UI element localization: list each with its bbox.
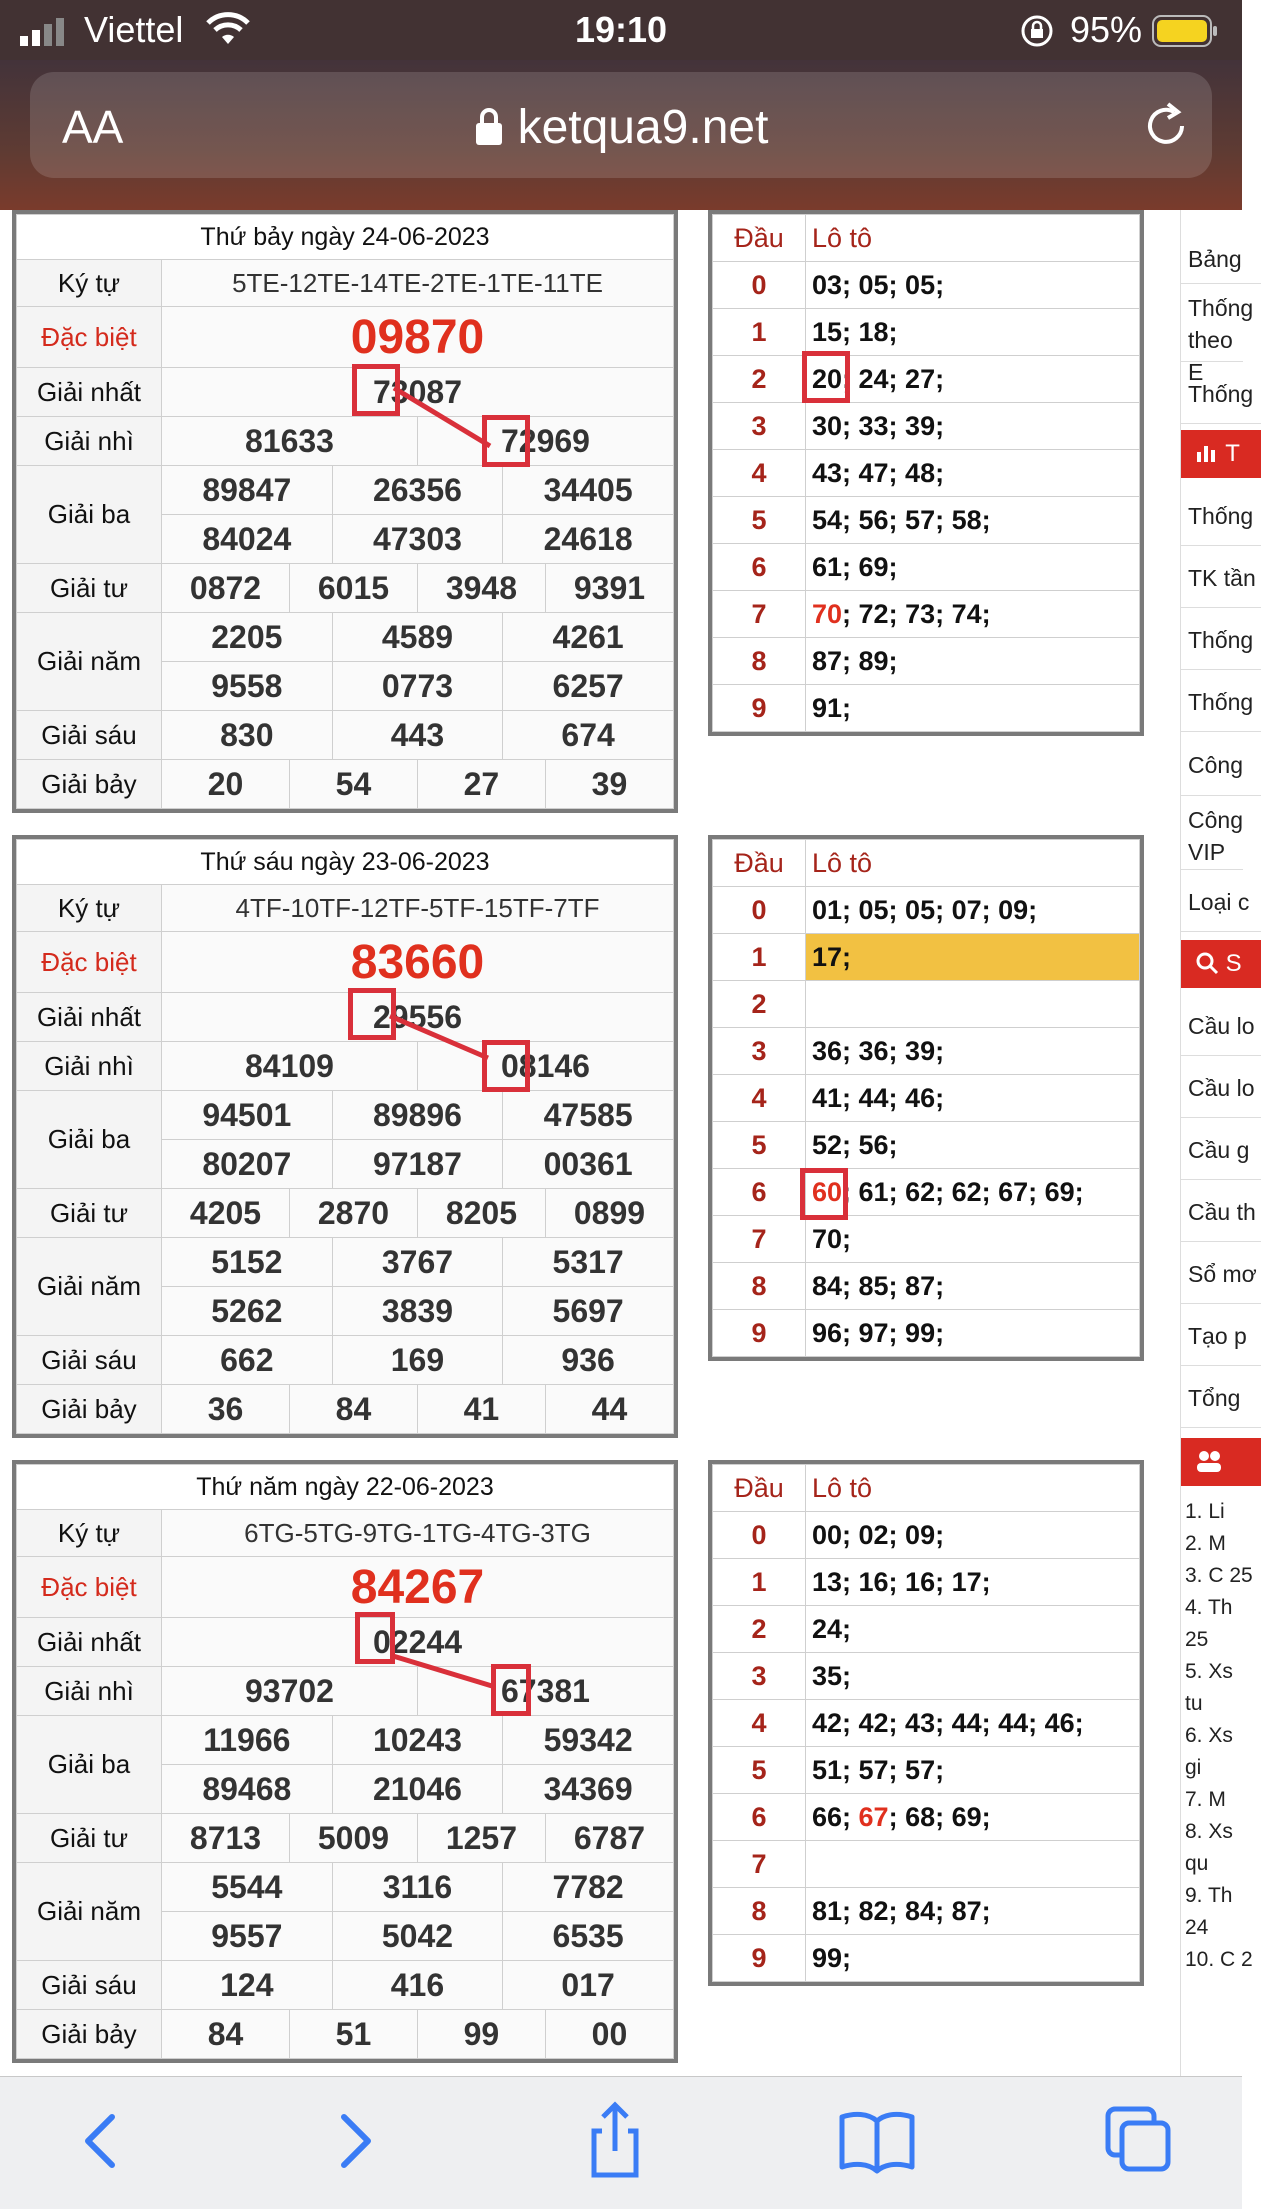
label-giai-nhi: Giải nhì xyxy=(17,1042,162,1091)
giai-sau-value: 662 xyxy=(162,1336,333,1385)
label-ky-tu: Ký tự xyxy=(17,1510,162,1557)
label-giai-bay: Giải bảy xyxy=(17,2010,162,2059)
browser-toolbar xyxy=(0,2076,1242,2209)
sidebar-link[interactable]: Cầu g xyxy=(1181,1120,1261,1180)
reload-icon[interactable] xyxy=(1140,100,1192,152)
loto-dau: 3 xyxy=(713,403,806,450)
dac-biet-value: 83660 xyxy=(162,932,674,993)
loto-dau: 1 xyxy=(713,934,806,981)
loto-numbers-rest: ; 61; 62; 62; 67; 69; xyxy=(842,1176,1084,1207)
label-giai-nhi: Giải nhì xyxy=(17,417,162,466)
label-giai-nhi: Giải nhì xyxy=(17,1667,162,1716)
sidebar-link[interactable]: TK tần xyxy=(1181,548,1261,608)
news-item[interactable]: 9. Th 24 xyxy=(1185,1884,1233,1939)
giai-tu-value: 5009 xyxy=(289,1814,417,1863)
label-giai-ba: Giải ba xyxy=(17,1091,162,1189)
giai-nam-value: 5262 xyxy=(162,1287,333,1336)
loto-dau: 6 xyxy=(713,544,806,591)
giai-ba-value: 89896 xyxy=(332,1091,503,1140)
label-giai-nam: Giải năm xyxy=(17,1863,162,1961)
loto-dau: 5 xyxy=(713,1122,806,1169)
loto-dau: 4 xyxy=(713,1075,806,1122)
address-bar[interactable] xyxy=(30,72,1212,178)
giai-nam-value: 2205 xyxy=(162,613,333,662)
giai-ba-value: 84024 xyxy=(162,515,333,564)
giai-ba-value: 89847 xyxy=(162,466,333,515)
result-date: Thứ sáu ngày 23-06-2023 xyxy=(17,840,674,885)
loto-numbers xyxy=(806,591,1140,638)
giai-sau-value: 416 xyxy=(332,1961,503,2010)
loto-numbers: 51; 57; 57; xyxy=(806,1747,1140,1794)
label-giai-tu: Giải tư xyxy=(17,1814,162,1863)
giai-tu-value: 2870 xyxy=(289,1189,417,1238)
url-text: ketqua9.net xyxy=(517,101,769,154)
giai-nam-value: 5042 xyxy=(332,1912,503,1961)
loto-numbers: 36; 36; 39; xyxy=(806,1028,1140,1075)
loto-dau: 0 xyxy=(713,887,806,934)
giai-ba-value: 47585 xyxy=(503,1091,674,1140)
sidebar-link[interactable]: Công VIP xyxy=(1181,798,1243,870)
loto-dau: 1 xyxy=(713,1559,806,1606)
label-dac-biet: Đặc biệt xyxy=(17,932,162,993)
giai-nhat-value: 29556 xyxy=(162,993,674,1042)
loto-numbers: 61; 69; xyxy=(806,544,1140,591)
giai-bay-value: 41 xyxy=(417,1385,545,1434)
dac-biet-value: 84267 xyxy=(162,1557,674,1618)
ky-tu-value: 6TG-5TG-9TG-1TG-4TG-3TG xyxy=(162,1510,674,1557)
loto-numbers-before: 66; xyxy=(812,1801,859,1832)
web-page xyxy=(0,210,1257,2076)
carrier-name: Viettel xyxy=(84,9,184,50)
rotation-lock-icon xyxy=(1020,14,1054,48)
label-dac-biet: Đặc biệt xyxy=(17,307,162,368)
forward-icon[interactable] xyxy=(306,2101,396,2181)
giai-ba-value: 89468 xyxy=(162,1765,333,1814)
loto-dau: 6 xyxy=(713,1169,806,1216)
giai-tu-value: 0872 xyxy=(162,564,290,613)
sidebar-link[interactable]: Thống xyxy=(1181,364,1261,424)
sidebar-link[interactable]: Sổ mơ xyxy=(1181,1244,1261,1304)
header-loto: Lô tô xyxy=(806,215,1140,262)
news-item[interactable]: 8. Xs qu xyxy=(1185,1820,1233,1875)
loto-special-number: 70 xyxy=(812,598,843,629)
giai-ba-value: 59342 xyxy=(503,1716,674,1765)
status-bar xyxy=(0,0,1242,60)
right-sidebar xyxy=(1180,210,1257,2076)
loto-special-number: 67 xyxy=(858,1801,889,1832)
giai-nam-value: 6535 xyxy=(503,1912,674,1961)
giai-nhi-value: 08146 xyxy=(417,1042,673,1091)
loto-numbers: 52; 56; xyxy=(806,1122,1140,1169)
loto-numbers: 00; 02; 09; xyxy=(806,1512,1140,1559)
sidebar-section-header xyxy=(1181,430,1261,478)
giai-nhat-value: 73087 xyxy=(162,368,674,417)
giai-nhi-value: 67381 xyxy=(417,1667,673,1716)
loto-numbers xyxy=(806,1794,1140,1841)
giai-tu-value: 6015 xyxy=(289,564,417,613)
label-giai-ba: Giải ba xyxy=(17,1716,162,1814)
loto-dau: 8 xyxy=(713,1888,806,1935)
giai-bay-value: 84 xyxy=(289,1385,417,1434)
loto-dau: 3 xyxy=(713,1653,806,1700)
loto-numbers-rest: ; 72; 73; 74; xyxy=(842,598,991,629)
loto-numbers xyxy=(806,981,1140,1028)
loto-dau: 3 xyxy=(713,1028,806,1075)
loto-numbers: 81; 82; 84; 87; xyxy=(806,1888,1140,1935)
loto-numbers: 54; 56; 57; 58; xyxy=(806,497,1140,544)
giai-sau-value: 017 xyxy=(503,1961,674,2010)
giai-nam-value: 5152 xyxy=(162,1238,333,1287)
loto-dau: 4 xyxy=(713,1700,806,1747)
giai-nam-value: 6257 xyxy=(503,662,674,711)
loto-dau: 6 xyxy=(713,1794,806,1841)
giai-bay-value: 84 xyxy=(162,2010,290,2059)
loto-dau: 2 xyxy=(713,981,806,1028)
news-item[interactable]: 4. Th 25 xyxy=(1185,1596,1233,1651)
tabs-icon[interactable] xyxy=(1094,2101,1184,2181)
giai-nam-value: 3767 xyxy=(332,1238,503,1287)
label-giai-sau: Giải sáu xyxy=(17,711,162,760)
loto-numbers: 42; 42; 43; 44; 44; 46; xyxy=(806,1700,1140,1747)
header-dau: Đầu xyxy=(713,1465,806,1512)
giai-nhi-value: 81633 xyxy=(162,417,418,466)
result-date: Thứ năm ngày 22-06-2023 xyxy=(17,1465,674,1510)
giai-ba-value: 34369 xyxy=(503,1765,674,1814)
header-loto: Lô tô xyxy=(806,840,1140,887)
ky-tu-value: 5TE-12TE-14TE-2TE-1TE-11TE xyxy=(162,260,674,307)
label-giai-sau: Giải sáu xyxy=(17,1336,162,1385)
news-item[interactable]: 3. C 25 xyxy=(1185,1564,1253,1587)
loto-numbers: 99; xyxy=(806,1935,1140,1982)
annotation-lines xyxy=(0,210,700,2076)
sidebar-section-header xyxy=(1181,940,1261,988)
loto-special-number: 60 xyxy=(812,1176,843,1207)
chart-icon xyxy=(1195,442,1219,464)
loto-dau: 7 xyxy=(713,1216,806,1263)
giai-bay-value: 39 xyxy=(545,760,673,809)
text-size-button[interactable]: AA xyxy=(62,101,124,153)
loto-numbers: 24; xyxy=(806,1606,1140,1653)
users-icon xyxy=(1195,1449,1223,1473)
giai-bay-value: 00 xyxy=(545,2010,673,2059)
sidebar-section-title: S xyxy=(1225,950,1242,977)
giai-tu-value: 8205 xyxy=(417,1189,545,1238)
sidebar-link[interactable]: Công xyxy=(1181,734,1261,796)
giai-sau-value: 936 xyxy=(503,1336,674,1385)
giai-bay-value: 99 xyxy=(417,2010,545,2059)
loto-numbers: 96; 97; 99; xyxy=(806,1310,1140,1357)
sidebar-link[interactable]: Cầu lo xyxy=(1181,996,1261,1056)
loto-table-23-06 xyxy=(708,835,1144,1361)
label-giai-tu: Giải tư xyxy=(17,1189,162,1238)
giai-nhat-value: 02244 xyxy=(162,1618,674,1667)
loto-dau: 9 xyxy=(713,1935,806,1982)
giai-nam-value: 3116 xyxy=(332,1863,503,1912)
sidebar-link[interactable]: Tổng xyxy=(1181,1368,1261,1428)
sidebar-link[interactable]: Tạo p xyxy=(1181,1306,1261,1366)
battery-percent: 95% xyxy=(1070,9,1143,50)
loto-numbers-after: ; 68; 69; xyxy=(888,1801,991,1832)
url-display[interactable] xyxy=(30,100,1212,155)
sidebar-link[interactable]: Loại c xyxy=(1181,872,1261,932)
label-ky-tu: Ký tự xyxy=(17,260,162,307)
loto-dau: 1 xyxy=(713,309,806,356)
giai-ba-value: 00361 xyxy=(503,1140,674,1189)
giai-nam-value: 5697 xyxy=(503,1287,674,1336)
giai-nhi-value: 93702 xyxy=(162,1667,418,1716)
loto-numbers xyxy=(806,1169,1140,1216)
news-item[interactable]: 5. Xs tu xyxy=(1185,1660,1233,1715)
result-date: Thứ bảy ngày 24-06-2023 xyxy=(17,215,674,260)
giai-tu-value: 3948 xyxy=(417,564,545,613)
news-item[interactable]: 1. Li xyxy=(1185,1500,1225,1523)
sidebar-news-list xyxy=(1185,1496,1255,1976)
loto-dau: 2 xyxy=(713,356,806,403)
giai-sau-value: 169 xyxy=(332,1336,503,1385)
loto-dau: 4 xyxy=(713,450,806,497)
clock: 19:10 xyxy=(574,9,668,50)
lock-icon xyxy=(474,107,504,147)
loto-dau: 7 xyxy=(713,591,806,638)
header-loto: Lô tô xyxy=(806,1465,1140,1512)
loto-dau: 0 xyxy=(713,262,806,309)
giai-nam-value: 3839 xyxy=(332,1287,503,1336)
loto-dau: 5 xyxy=(713,1747,806,1794)
label-giai-nam: Giải năm xyxy=(17,613,162,711)
loto-dau: 8 xyxy=(713,1263,806,1310)
header-dau: Đầu xyxy=(713,215,806,262)
giai-ba-value: 26356 xyxy=(332,466,503,515)
giai-nam-value: 9558 xyxy=(162,662,333,711)
loto-numbers-highlighted: 17; xyxy=(806,934,1140,981)
annotation-box xyxy=(802,351,850,403)
sidebar-link[interactable]: Thống theo E xyxy=(1181,286,1243,362)
giai-bay-value: 27 xyxy=(417,760,545,809)
giai-bay-value: 44 xyxy=(545,1385,673,1434)
label-giai-nhat: Giải nhất xyxy=(17,368,162,417)
browser-address-area xyxy=(0,60,1242,210)
loto-numbers: 84; 85; 87; xyxy=(806,1263,1140,1310)
giai-nam-value: 5544 xyxy=(162,1863,333,1912)
label-giai-bay: Giải bảy xyxy=(17,1385,162,1434)
giai-tu-value: 9391 xyxy=(545,564,673,613)
loto-dau: 9 xyxy=(713,1310,806,1357)
label-giai-ba: Giải ba xyxy=(17,466,162,564)
label-giai-nhat: Giải nhất xyxy=(17,1618,162,1667)
giai-nam-value: 9557 xyxy=(162,1912,333,1961)
giai-tu-value: 6787 xyxy=(545,1814,673,1863)
label-giai-nam: Giải năm xyxy=(17,1238,162,1336)
loto-numbers: 30; 33; 39; xyxy=(806,403,1140,450)
loto-numbers: 15; 18; xyxy=(806,309,1140,356)
giai-sau-value: 674 xyxy=(503,711,674,760)
giai-ba-value: 47303 xyxy=(332,515,503,564)
giai-tu-value: 4205 xyxy=(162,1189,290,1238)
giai-nam-value: 4261 xyxy=(503,613,674,662)
label-dac-biet: Đặc biệt xyxy=(17,1557,162,1618)
giai-ba-value: 24618 xyxy=(503,515,674,564)
loto-dau: 2 xyxy=(713,1606,806,1653)
giai-nam-value: 7782 xyxy=(503,1863,674,1912)
sidebar-link[interactable]: Cầu lo xyxy=(1181,1058,1261,1118)
giai-bay-value: 36 xyxy=(162,1385,290,1434)
label-ky-tu: Ký tự xyxy=(17,885,162,932)
giai-tu-value: 1257 xyxy=(417,1814,545,1863)
loto-dau: 8 xyxy=(713,638,806,685)
giai-ba-value: 94501 xyxy=(162,1091,333,1140)
battery-icon xyxy=(1152,15,1218,47)
loto-dau: 9 xyxy=(713,685,806,732)
loto-numbers: 43; 47; 48; xyxy=(806,450,1140,497)
loto-table-24-06 xyxy=(708,210,1144,736)
label-giai-tu: Giải tư xyxy=(17,564,162,613)
sidebar-link[interactable]: Bảng xyxy=(1181,234,1261,284)
label-giai-nhat: Giải nhất xyxy=(17,993,162,1042)
header-dau: Đầu xyxy=(713,840,806,887)
news-item[interactable]: 2. M xyxy=(1185,1532,1226,1555)
search-plus-icon xyxy=(1195,951,1219,975)
news-item[interactable]: 6. Xs gi xyxy=(1185,1724,1233,1779)
share-icon[interactable] xyxy=(570,2101,660,2181)
giai-ba-value: 21046 xyxy=(332,1765,503,1814)
loto-numbers: 20; 24; 27; xyxy=(806,356,1140,403)
loto-numbers xyxy=(806,1841,1140,1888)
dac-biet-value: 09870 xyxy=(162,307,674,368)
giai-bay-value: 51 xyxy=(289,2010,417,2059)
label-giai-sau: Giải sáu xyxy=(17,1961,162,2010)
loto-table-22-06 xyxy=(708,1460,1144,1986)
giai-nam-value: 0773 xyxy=(332,662,503,711)
giai-bay-value: 54 xyxy=(289,760,417,809)
loto-numbers: 03; 05; 05; xyxy=(806,262,1140,309)
giai-nhi-value: 72969 xyxy=(417,417,673,466)
giai-bay-value: 20 xyxy=(162,760,290,809)
annotation-box xyxy=(800,1168,848,1220)
sidebar-link[interactable]: Thống xyxy=(1181,610,1261,670)
giai-sau-value: 124 xyxy=(162,1961,333,2010)
news-item[interactable]: 7. M xyxy=(1185,1788,1226,1811)
sidebar-section-header xyxy=(1181,1438,1261,1486)
giai-nam-value: 5317 xyxy=(503,1238,674,1287)
giai-nam-value: 4589 xyxy=(332,613,503,662)
giai-ba-value: 80207 xyxy=(162,1140,333,1189)
sidebar-link[interactable]: Thống xyxy=(1181,486,1261,546)
loto-dau: 0 xyxy=(713,1512,806,1559)
loto-numbers: 70; xyxy=(806,1216,1140,1263)
sidebar-link[interactable]: Cầu th xyxy=(1181,1182,1261,1242)
giai-ba-value: 10243 xyxy=(332,1716,503,1765)
loto-dau: 7 xyxy=(713,1841,806,1888)
giai-ba-value: 11966 xyxy=(162,1716,333,1765)
giai-tu-value: 0899 xyxy=(545,1189,673,1238)
giai-tu-value: 8713 xyxy=(162,1814,290,1863)
label-giai-bay: Giải bảy xyxy=(17,760,162,809)
loto-numbers: 91; xyxy=(806,685,1140,732)
loto-numbers: 13; 16; 16; 17; xyxy=(806,1559,1140,1606)
giai-nhi-value: 84109 xyxy=(162,1042,418,1091)
giai-sau-value: 443 xyxy=(332,711,503,760)
loto-numbers: 35; xyxy=(806,1653,1140,1700)
loto-numbers: 41; 44; 46; xyxy=(806,1075,1140,1122)
news-item[interactable]: 10. C 2 xyxy=(1185,1948,1253,1971)
sidebar-link[interactable]: Thống xyxy=(1181,672,1261,732)
sidebar-section-title: T xyxy=(1225,440,1240,467)
loto-numbers: 87; 89; xyxy=(806,638,1140,685)
ky-tu-value: 4TF-10TF-12TF-5TF-15TF-7TF xyxy=(162,885,674,932)
bookmarks-icon[interactable] xyxy=(832,2101,922,2181)
giai-ba-value: 34405 xyxy=(503,466,674,515)
giai-sau-value: 830 xyxy=(162,711,333,760)
loto-dau: 5 xyxy=(713,497,806,544)
giai-ba-value: 97187 xyxy=(332,1140,503,1189)
loto-numbers: 01; 05; 05; 07; 09; xyxy=(806,887,1140,934)
back-icon[interactable] xyxy=(60,2101,150,2181)
